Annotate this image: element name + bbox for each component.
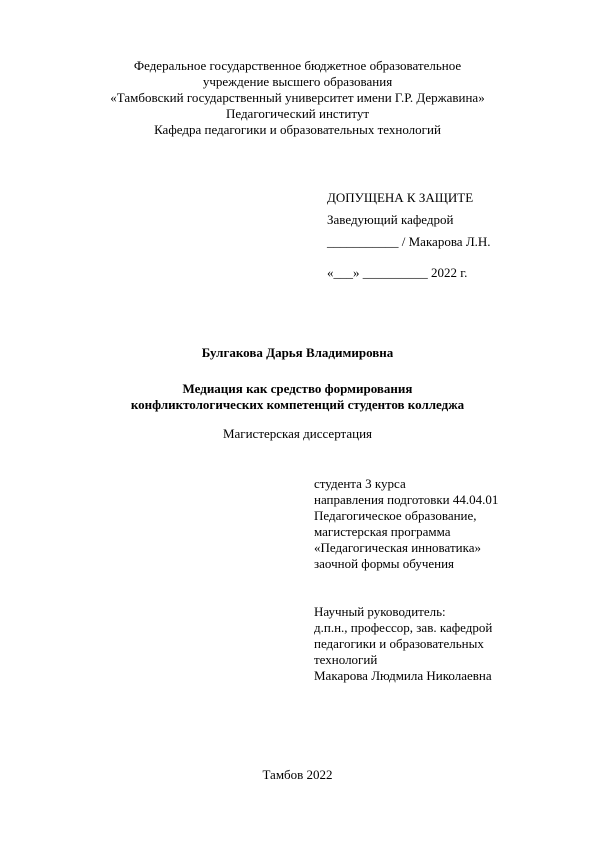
header-line: Кафедра педагогики и образовательных технологий [154, 122, 441, 137]
thesis-title-line: Медиация как средство формирования [182, 381, 413, 396]
signature-line: ___________ / Макарова Л.Н. [327, 234, 491, 249]
student-info [314, 476, 574, 572]
student-info-line: направления подготовки 44.04.01 [314, 492, 499, 507]
document-type: Магистерская диссертация [222, 426, 373, 441]
institution-header [0, 58, 595, 138]
supervisor-line: технологий [314, 652, 378, 667]
header-line: Педагогический институт [225, 106, 370, 121]
header-line: учреждение высшего образования [202, 74, 393, 89]
supervisor-line: Научный руководитель: [314, 604, 446, 619]
date-line: «___» __________ 2022 г. [327, 265, 468, 280]
student-info-line: заочной формы обучения [314, 556, 455, 571]
header-line: Федеральное государственное бюджетное образовательное [133, 58, 462, 73]
author-name: Булгакова Дарья Владимировна [201, 345, 394, 360]
student-info-line: Педагогическое образование, [314, 508, 477, 523]
student-info-line: магистерская программа [314, 524, 451, 539]
header-line: «Тамбовский государственный университет имени Г.Р. Державина» [110, 90, 485, 105]
supervisor-line: д.п.н., профессор, зав. кафедрой [314, 620, 493, 635]
student-info-line: «Педагогическая инноватика» [314, 540, 481, 555]
supervisor-line: педагогики и образовательных [314, 636, 484, 651]
student-info-line: студента 3 курса [314, 476, 406, 491]
head-of-department-label: Заведующий кафедрой [327, 212, 454, 227]
thesis-title-line: конфликтологических компетенций студентов колледжа [130, 397, 465, 412]
admitted-label: ДОПУЩЕНА К ЗАЩИТЕ [327, 190, 474, 205]
thesis-title [0, 381, 595, 413]
city-year: Тамбов 2022 [262, 767, 333, 782]
approval-block [327, 187, 567, 284]
supervisor-info [314, 604, 574, 684]
supervisor-line: Макарова Людмила Николаевна [314, 668, 492, 683]
